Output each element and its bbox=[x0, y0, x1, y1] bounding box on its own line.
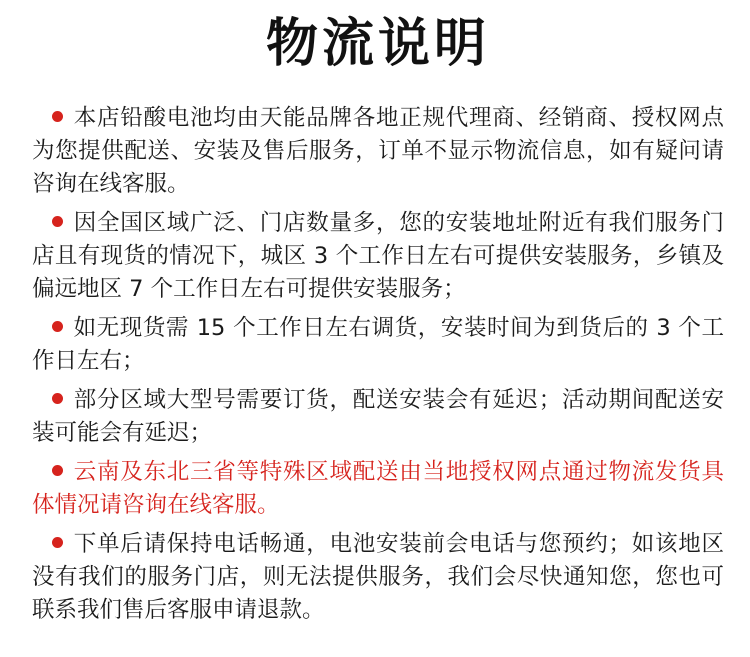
bullet-dot-icon bbox=[52, 393, 63, 404]
notice-list bbox=[32, 102, 724, 627]
notice-item-1 bbox=[32, 102, 724, 201]
notice-item-5-highlight bbox=[32, 456, 724, 522]
bullet-dot-icon bbox=[52, 111, 63, 122]
notice-text: 部分区域大型号需要订货，配送安装会有延迟；活动期间配送安装可能会有延迟； bbox=[32, 387, 724, 446]
page-title: 物流说明 bbox=[265, 14, 490, 74]
notice-text: 因全国区域广泛、门店数量多，您的安装地址附近有我们服务门店且有现货的情况下，城区 3 个工作日左右可提供安装服务，乡镇及偏远地区 7 个工作日左右可提供安装服务； bbox=[32, 210, 724, 302]
bullet-dot-icon bbox=[52, 216, 63, 227]
notice-text: 下单后请保持电话畅通，电池安装前会电话与您预约；如该地区没有我们的服务门店，则无法提供服务，我们会尽快通知您，您也可联系我们售后客服申请退款。 bbox=[32, 531, 724, 623]
notice-item-2 bbox=[32, 207, 724, 306]
notice-item-3 bbox=[32, 312, 724, 378]
notice-item-4 bbox=[32, 384, 724, 450]
notice-item-6 bbox=[32, 528, 724, 627]
notice-text: 本店铅酸电池均由天能品牌各地正规代理商、经销商、授权网点为您提供配送、安装及售后服务，订单不显示物流信息，如有疑问请咨询在线客服。 bbox=[32, 105, 724, 197]
bullet-dot-icon bbox=[52, 321, 63, 332]
notice-text: 云南及东北三省等特殊区域配送由当地授权网点通过物流发货具体情况请咨询在线客服。 bbox=[32, 459, 724, 518]
bullet-dot-icon bbox=[52, 537, 63, 548]
bullet-dot-icon bbox=[52, 465, 63, 476]
notice-text: 如无现货需 15 个工作日左右调货，安装时间为到货后的 3 个工作日左右； bbox=[32, 315, 724, 374]
